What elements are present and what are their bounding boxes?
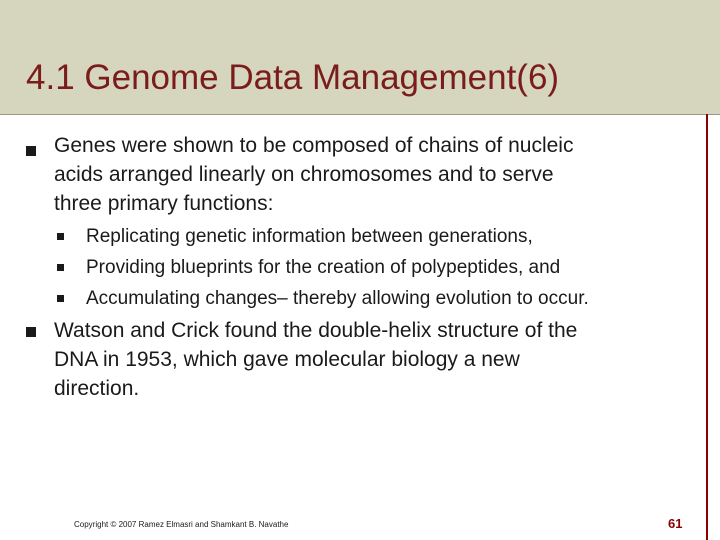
title-divider	[0, 114, 720, 115]
square-bullet-icon	[26, 146, 36, 156]
sub-bullet-text: Replicating genetic information between generations,	[86, 226, 533, 247]
square-bullet-icon	[57, 295, 64, 302]
page-number: 61	[668, 516, 683, 531]
square-bullet-icon	[57, 264, 64, 271]
right-accent-bar	[706, 114, 708, 540]
slide-title: 4.1 Genome Data Management(6)	[26, 58, 560, 97]
square-bullet-icon	[57, 233, 64, 240]
bullet-line: Watson and Crick found the double-helix structure of the	[54, 319, 578, 342]
bullet-line: three primary functions:	[54, 192, 274, 215]
bullet-line: Genes were shown to be composed of chains of nucleic	[54, 134, 574, 157]
bullet-line: DNA in 1953, which gave molecular biology a new	[54, 348, 520, 371]
square-bullet-icon	[26, 327, 36, 337]
sub-bullet-text: Accumulating changes– thereby allowing evolution to occur.	[86, 288, 589, 309]
sub-bullet-text: Providing blueprints for the creation of polypeptides, and	[86, 257, 561, 278]
bullet-line: acids arranged linearly on chromosomes and to serve	[54, 163, 554, 186]
bullet-line: direction.	[54, 377, 140, 400]
copyright-footer: Copyright © 2007 Ramez Elmasri and Shamkant B. Navathe	[74, 520, 289, 529]
